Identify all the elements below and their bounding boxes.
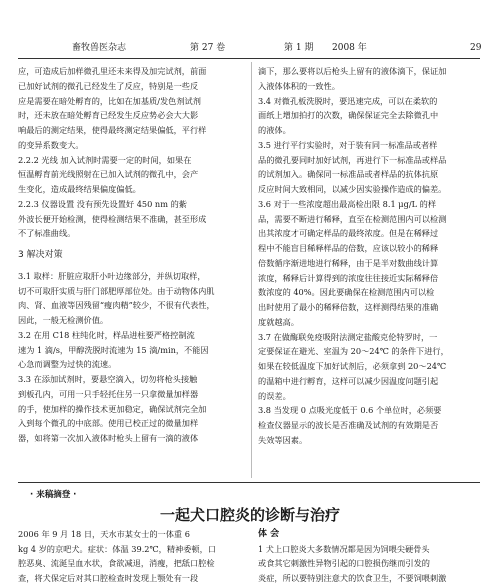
- section-heading: 3 解决对策: [18, 248, 246, 263]
- text-line: 倍数循序渐进地进行稀释，由于是半对数曲线计算: [258, 256, 486, 271]
- text-line: 程中不能盲目稀释样品的倍数，应该以较小的稀释: [258, 241, 486, 256]
- journal-name: 畜牧兽医杂志: [72, 40, 126, 56]
- text-line: 的试剂加入。确保同一标准品或者样品的抗体抗原: [258, 167, 486, 182]
- running-header: [18, 40, 480, 56]
- text-line: 的液体。: [258, 123, 486, 138]
- text-line: 入液体体积的一致性。: [258, 79, 486, 94]
- text-line: 的变异系数变大。: [18, 138, 246, 153]
- text-line: 3.3 在添加试剂时，要悬空滴入，切勿将枪头接触: [18, 372, 246, 387]
- text-line: 时，还未放在暗处孵育已经发生反应势必会大大影: [18, 108, 246, 123]
- text-line: 已加好试剂的微孔已经发生了反应，特别是一些反: [18, 79, 246, 94]
- right-column: [258, 64, 486, 448]
- text-line: 2006 年 9 月 18 日，天水市某女士的一体重 6: [18, 527, 246, 542]
- subheading: 体 会: [258, 527, 486, 542]
- text-line: 的手，使加样的操作技术更加稳定，确保试剂完全加: [18, 402, 246, 417]
- issue-number: 第 1 期: [284, 40, 313, 56]
- article-left-column: [18, 527, 246, 585]
- text-line: 腔恶臭、流涎呈血水状，食欲减退，消瘦，把舐口腔检: [18, 556, 246, 571]
- publication-year: 2008 年: [332, 40, 367, 56]
- text-line: 度就越高。: [258, 315, 486, 330]
- paragraph: [18, 64, 246, 153]
- paragraph: [18, 372, 246, 446]
- text-line: 响最后的测定结果，使得最终测定结果偏低，平行样: [18, 123, 246, 138]
- section-rule: [18, 482, 480, 483]
- paragraph: [258, 94, 486, 138]
- column-divider: [251, 62, 252, 478]
- text-line: 的温箱中进行孵育，这样可以减少因温度问题引起: [258, 374, 486, 389]
- text-line: 3.1 取样：肝脏应取肝小叶边缘部分，并纵切取样，: [18, 269, 246, 284]
- text-line: 生变化，造成最终结果偏度偏低。: [18, 182, 246, 197]
- page-number: 29: [470, 40, 481, 56]
- text-line: 不了标准曲线。: [18, 226, 246, 241]
- text-line: 3.4 对微孔板洗脱时，要迅速完成，可以在柔软的: [258, 94, 486, 109]
- text-line: 恒温孵育前光线照射在已加入试剂的微孔中，会产: [18, 167, 246, 182]
- text-line: 失效等因素。: [258, 433, 486, 448]
- text-line: 应是需要在暗处孵育的，比如在加基质/发色剂试剂: [18, 94, 246, 109]
- text-line: 滴下，那么要将以后枪头上留有的液体滴下，保证加: [258, 64, 486, 79]
- text-line: 出其浓度才可确定样品的最终浓度。但是在稀释过: [258, 226, 486, 241]
- text-line: 心急而调整为过快的流速。: [18, 357, 246, 372]
- text-line: 浓度，稀释后计算得到的浓度往往接近实际稀释倍: [258, 271, 486, 286]
- text-line: 查，将犬保定后对其口腔检查时发现上颚处有一段: [18, 571, 246, 585]
- text-line: 3.5 进行平行实验时，对于装有同一标准品或者样: [258, 138, 486, 153]
- text-line: 切不可取肝实质与肝门部肥厚部位处。由于动物体内肌: [18, 284, 246, 299]
- volume-number: 第 27 卷: [190, 40, 225, 56]
- text-line: 肉、肾、血液等因残留“瘦肉精”较少，不很有代表性，: [18, 298, 246, 313]
- paragraph: [258, 330, 486, 404]
- text-line: 2.2.2 光线 加入试剂时需要一定的时间，如果在: [18, 153, 246, 168]
- text-line: 应，可造成后加样微孔里还未来得及加完试剂，前面: [18, 64, 246, 79]
- text-line: 因此，一般无检测价值。: [18, 313, 246, 328]
- text-line: 1 犬上口腔炎大多数情况都是因为饲喂尖硬骨头: [258, 542, 486, 557]
- paragraph: [258, 403, 486, 447]
- text-line: 3.8 当发现 0 点吸光度低于 0.6 个单位时，必须要: [258, 403, 486, 418]
- text-line: 3.2 在用 C18 柱纯化时，样品进柱要严格控制流: [18, 328, 246, 343]
- article-right-column: [258, 527, 486, 585]
- text-line: 品的微孔要同时加好试剂，再进行下一标准品或样品: [258, 153, 486, 168]
- text-line: 炎症，所以要特别注意犬的饮食卫生，不要饲喂刺激: [258, 571, 486, 585]
- text-line: 到板孔内，可用一只手轻托住另一只拿微量加样器: [18, 387, 246, 402]
- paragraph: [18, 328, 246, 372]
- article-title: 一起犬口腔炎的诊断与治疗: [0, 504, 500, 525]
- paragraph: [258, 197, 486, 330]
- text-line: 外波长便开始检测，使得检测结果不准确，甚至形成: [18, 212, 246, 227]
- left-column: [18, 64, 246, 446]
- text-line: 品，需要不断进行稀释，直至在检测范围内可以检测: [258, 212, 486, 227]
- text-line: 定要保证在避光、室温为 20～24℃ 的条件下进行，: [258, 344, 486, 359]
- text-line: 反应时间大致相同，以减少因实验操作造成的偏差。: [258, 182, 486, 197]
- section-tag: · 来稿摘登 ·: [30, 488, 76, 500]
- paragraph: [258, 64, 486, 94]
- paragraph: [258, 138, 486, 197]
- text-line: 3.7 在做酶联免疫吸附法测定盐酸克伦特罗时，一: [258, 330, 486, 345]
- text-line: 检查仪器显示的波长是否准确及试剂的有效期是否: [258, 418, 486, 433]
- text-line: 入到每个微孔的中底部。使用已校正过的微量加样: [18, 416, 246, 431]
- text-line: 数浓度的 40%。因此要确保在检测范围内可以检: [258, 285, 486, 300]
- header-rule: [18, 58, 480, 59]
- text-line: 速为 1 滴/s，甲醇洗脱时流速为 15 滴/min，不能因: [18, 343, 246, 358]
- text-line: 如果在较低温度下加好试剂后，必须拿到 20～24℃: [258, 359, 486, 374]
- text-line: 出时使用了最小的稀释倍数，这样测得结果的准确: [258, 300, 486, 315]
- text-line: 的误差。: [258, 389, 486, 404]
- paragraph: [18, 197, 246, 241]
- text-line: 面纸上增加拍打的次数，确保保证完全去除微孔中: [258, 108, 486, 123]
- text-line: 器，如将第一次加入液体时枪头上留有一滴的液体: [18, 431, 246, 446]
- paragraph: [18, 153, 246, 197]
- paragraph: [18, 269, 246, 328]
- text-line: 3.6 对于一些浓度超出最高检出限 8.1 μg/L 的样: [258, 197, 486, 212]
- text-line: kg 4 岁的京吧犬。症状：体温 39.2℃，精神委顿，口: [18, 542, 246, 557]
- text-line: 或食其它刺激性异物引起的口腔损伤继而引发的: [258, 556, 486, 571]
- text-line: 2.2.3 仪器设置 没有预先设置好 450 nm 的紫: [18, 197, 246, 212]
